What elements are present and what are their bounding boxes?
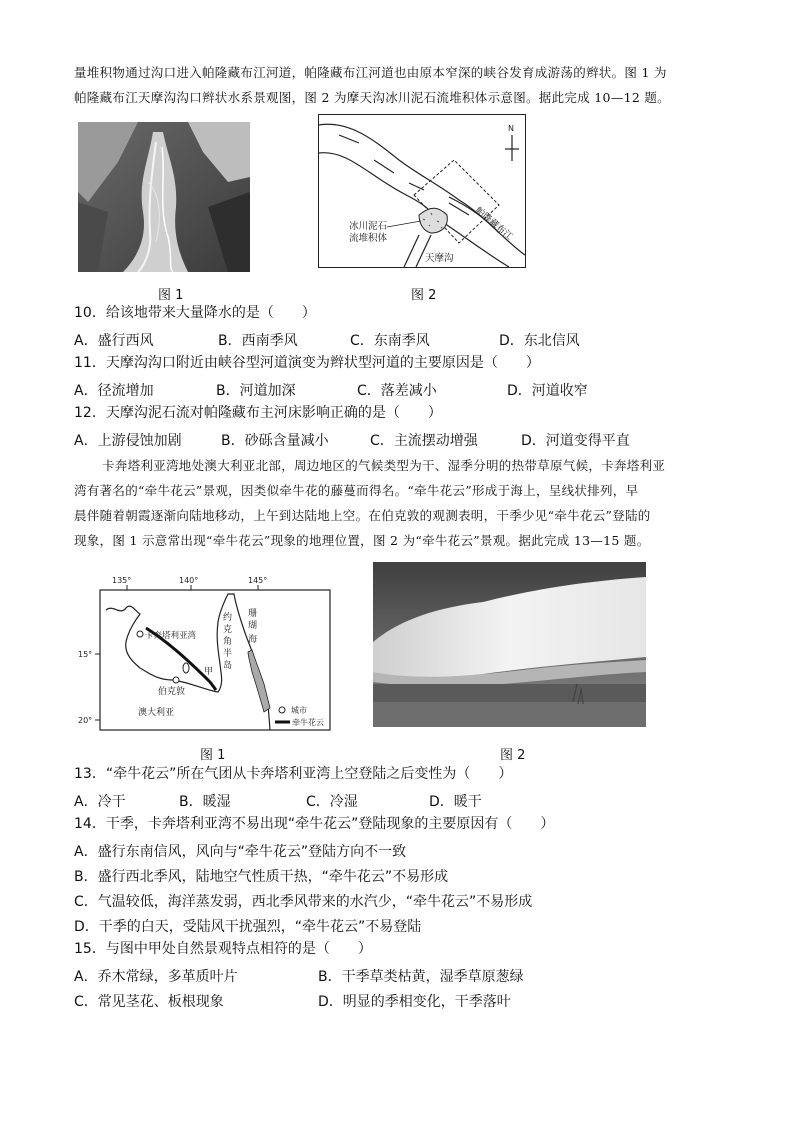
q13-option-b[interactable]: B．暖湿 [179,794,231,810]
q11-option-b[interactable]: B．河道加深 [216,383,296,399]
q12-option-c[interactable]: C．主流摆动增强 [370,433,478,449]
svg-text:角: 角 [223,637,233,647]
fig-b-caption-2: 图 2 [500,748,526,763]
braided-river-photo [78,122,250,272]
svg-text:珊: 珊 [248,609,258,619]
q14-option-b[interactable]: B．盛行西北季风，陆地空气性质干热，“牵牛花云”不易形成 [74,869,449,885]
intro2-line3: 晨伴随着朝霞逐渐向陆地移动，上午到达陆地上空。在伯克敦的观测表明，干季少见“牵牛花云”登陆的 [74,508,651,523]
lon-tick-135: 135° [112,576,132,585]
legend-cloud: 牵牛花云 [292,718,324,727]
q10-option-d[interactable]: D．东北信风 [499,333,580,349]
q12-option-a[interactable]: A．上游侵蚀加剧 [74,433,182,449]
coral-sea-label [248,608,257,645]
fig-a-caption-2: 图 2 [411,288,437,303]
intro2-line4: 现象，图 1 示意常出现“牵牛花云”现象的地理位置，图 2 为“牵牛花云”景观。据此完成 13—15 题。 [74,533,650,548]
q14-stem: 14．干季，卡奔塔利亚湾不易出现“牵牛花云”登陆现象的主要原因有（ ） [74,816,555,832]
intro2-line2: 湾有著名的“牵牛花云”景观，因类似牵牛花的藤蔓而得名。“牵牛花云”形成于海上，呈线状排列，早 [74,483,639,498]
q15-option-a[interactable]: A．乔木常绿，多革质叶片 [74,969,238,985]
gulf-map [78,572,340,732]
fig-b-caption-1: 图 1 [200,748,226,763]
deposit-label-2: 流堆积体 [349,233,388,244]
gully-label: 天摩沟 [425,253,454,264]
australia-label: 澳大利亚 [138,708,175,718]
q11-option-d[interactable]: D．河道收窄 [507,383,588,399]
q15-option-c[interactable]: C．常见茎花、板根现象 [74,994,224,1010]
intro1-line2: 帕隆藏布江天摩沟沟口辫状水系景观图，图 2 为摩天沟冰川泥石流堆积体示意图。据此完成 10—12 题。 [74,90,670,105]
q10-option-a[interactable]: A．盛行西风 [74,333,154,349]
north-label: N [508,124,514,133]
q14-option-d[interactable]: D．干季的白天，受陆风干扰强烈，“牵牛花云”不易登陆 [74,919,422,935]
river-label: 帕隆藏布江 [473,205,514,243]
svg-text:约: 约 [223,613,233,623]
q13-option-d[interactable]: D．暖干 [429,794,482,810]
q11-option-a[interactable]: A．径流增加 [74,383,154,399]
q13-option-c[interactable]: C．冷湿 [306,794,358,810]
lat-tick-20: 20° [78,716,93,725]
lat-tick-15: 15° [78,650,93,659]
jia-label: 甲 [204,667,214,677]
q11-option-c[interactable]: C．落差减小 [357,383,437,399]
q15-stem: 15．与图中甲处自然景观特点相符的是（ ） [74,941,372,957]
svg-text:岛: 岛 [223,661,233,671]
svg-text:海: 海 [248,635,258,645]
q14-option-a[interactable]: A．盛行东南信风，风向与“牵牛花云”登陆方向不一致 [74,844,407,860]
q13-stem: 13．“牵牛花云”所在气团从卡奔塔利亚湾上空登陆之后变性为（ ） [74,766,513,782]
intro-paragraph-2 [74,453,744,553]
lon-tick-145: 145° [248,576,268,585]
q10-option-b[interactable]: B．西南季风 [218,333,298,349]
q15-option-b[interactable]: B．干季草类枯黄，湿季草原葱绿 [318,969,524,985]
q15-option-d[interactable]: D．明显的季相变化，干季落叶 [318,994,511,1010]
q13-option-a[interactable]: A．冷干 [74,794,126,810]
intro2-line1: 卡奔塔利亚湾地处澳大利亚北部，周边地区的气候类型为干、湿季分明的热带草原气候，卡奔塔利亚 [102,458,666,473]
q12-stem: 12．天摩沟泥石流对帕隆藏布主河床影响正确的是（ ） [74,405,442,421]
svg-text:克: 克 [223,625,233,635]
debris-flow-diagram [318,114,526,268]
burketown-label: 伯克敦 [158,687,186,697]
q10-option-c[interactable]: C．东南季风 [350,333,430,349]
q14-option-c[interactable]: C．气温较低，海洋蒸发弱，西北季风带来的水汽少，“牵牛花云”不易形成 [74,894,533,910]
svg-text:半: 半 [223,649,233,659]
svg-text:瑚: 瑚 [248,621,258,631]
fig-a-caption-1: 图 1 [158,288,184,303]
intro1-line1: 量堆积物通过沟口进入帕隆藏布江河道，帕隆藏布江河道也由原本窄深的峡谷发育成游荡的辫状。图 1 为 [74,65,667,80]
q11-stem: 11．天摩沟沟口附近由峡谷型河道演变为辫状型河道的主要原因是（ ） [74,355,540,371]
peninsula-label [223,611,232,671]
q10-stem: 10．给该地带来大量降水的是（ ） [74,305,316,321]
gulf-label: 卡奔塔利亚湾 [145,631,197,641]
morning-glory-cloud-photo [373,562,646,727]
lon-tick-140: 140° [179,576,199,585]
deposit-label-1: 冰川泥石 [349,221,388,232]
q12-option-d[interactable]: D．河道变得平直 [521,433,630,449]
legend-city: 城市 [291,706,307,715]
intro-paragraph-1 [74,60,670,110]
q12-option-b[interactable]: B．砂砾含量减小 [221,433,329,449]
